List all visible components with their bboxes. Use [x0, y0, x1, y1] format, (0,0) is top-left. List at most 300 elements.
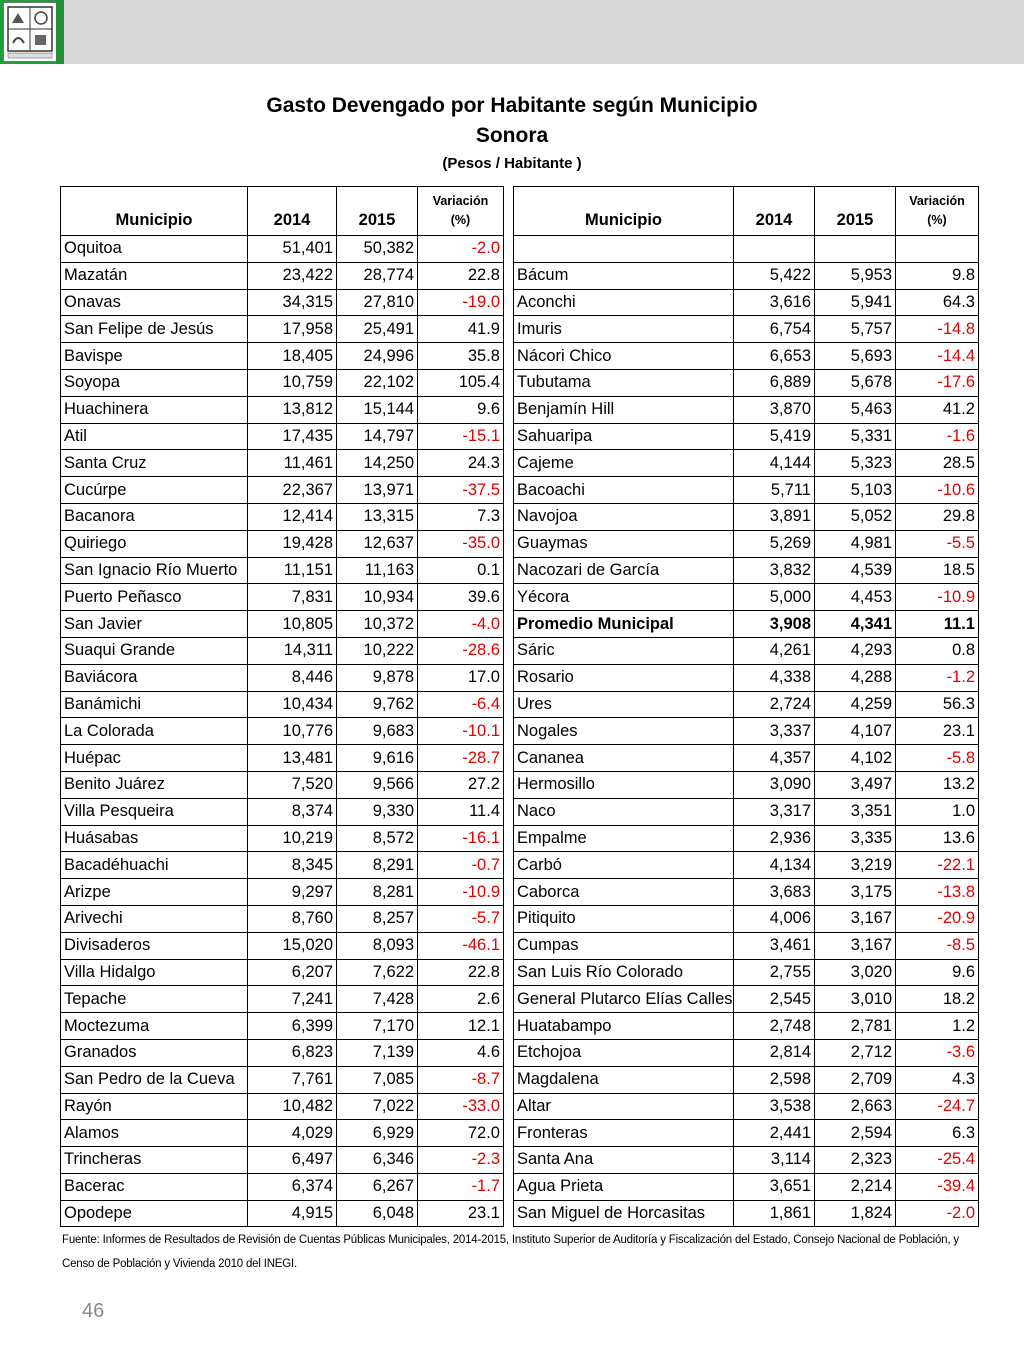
- variacion-cell: -6.4: [418, 691, 504, 718]
- value-2015-cell: 4,341: [815, 611, 896, 638]
- value-2014-cell: 8,374: [248, 798, 337, 825]
- table-row: [514, 530, 979, 557]
- variacion-cell: -1.2: [896, 664, 979, 691]
- table-row: [61, 745, 504, 772]
- variacion-cell: -25.4: [896, 1147, 979, 1174]
- variacion-cell: -39.4: [896, 1173, 979, 1200]
- value-2014-cell: 8,760: [248, 905, 337, 932]
- value-2014-cell: 6,374: [248, 1173, 337, 1200]
- value-2015-cell: 4,102: [815, 745, 896, 772]
- coat-of-arms-graphic: [4, 3, 56, 61]
- value-2015-cell: 8,291: [337, 852, 418, 879]
- table-row: [514, 503, 979, 530]
- value-2014-cell: 2,598: [734, 1066, 815, 1093]
- municipio-cell: San Javier: [61, 611, 248, 638]
- value-2015-cell: 7,170: [337, 1013, 418, 1040]
- municipio-cell: Nácori Chico: [514, 343, 734, 370]
- table-row: [61, 718, 504, 745]
- municipio-cell: Tepache: [61, 986, 248, 1013]
- table-row: [514, 825, 979, 852]
- variacion-cell: 41.9: [418, 316, 504, 343]
- value-2014-cell: 5,000: [734, 584, 815, 611]
- value-2015-cell: 5,678: [815, 369, 896, 396]
- table-row: [61, 1147, 504, 1174]
- header-2015: 2015: [337, 187, 418, 236]
- municipio-cell: Onavas: [61, 289, 248, 316]
- coat-of-arms-icon: [3, 2, 57, 62]
- municipio-cell: Santa Ana: [514, 1147, 734, 1174]
- table-row: [61, 396, 504, 423]
- value-2014-cell: 10,482: [248, 1093, 337, 1120]
- value-2014-cell: 5,711: [734, 477, 815, 504]
- table-header-row: [61, 187, 504, 236]
- value-2014-cell: 2,748: [734, 1013, 815, 1040]
- table-row: [514, 986, 979, 1013]
- variacion-cell: -22.1: [896, 852, 979, 879]
- value-2015-cell: 7,139: [337, 1039, 418, 1066]
- table-row: [61, 584, 504, 611]
- header-pct-label: (%): [450, 213, 471, 227]
- municipio-cell: Cumpas: [514, 932, 734, 959]
- header-2015: 2015: [815, 187, 896, 236]
- variacion-cell: 6.3: [896, 1120, 979, 1147]
- municipio-cell: Cucúrpe: [61, 477, 248, 504]
- value-2015-cell: 24,996: [337, 343, 418, 370]
- variacion-cell: -5.5: [896, 530, 979, 557]
- variacion-cell: -0.7: [418, 852, 504, 879]
- municipio-cell: Granados: [61, 1039, 248, 1066]
- variacion-cell: 9.6: [896, 959, 979, 986]
- variacion-cell: -4.0: [418, 611, 504, 638]
- table-header-row: [514, 187, 979, 236]
- value-2015-cell: 5,953: [815, 262, 896, 289]
- municipio-cell: Bácum: [514, 262, 734, 289]
- value-2015-cell: 3,175: [815, 879, 896, 906]
- value-2015-cell: 3,351: [815, 798, 896, 825]
- municipio-cell: San Miguel de Horcasitas: [514, 1200, 734, 1227]
- variacion-cell: -46.1: [418, 932, 504, 959]
- value-2014-cell: 15,020: [248, 932, 337, 959]
- header-municipio: Municipio: [61, 187, 248, 236]
- table-row: [514, 718, 979, 745]
- value-2015-cell: 9,566: [337, 771, 418, 798]
- value-2015-cell: 7,428: [337, 986, 418, 1013]
- value-2015-cell: 4,107: [815, 718, 896, 745]
- value-2015-cell: 9,762: [337, 691, 418, 718]
- value-2014-cell: 5,422: [734, 262, 815, 289]
- municipio-cell: Baviácora: [61, 664, 248, 691]
- table-row: [514, 1093, 979, 1120]
- value-2015-cell: 25,491: [337, 316, 418, 343]
- value-2014-cell: 1,861: [734, 1200, 815, 1227]
- municipio-cell: Bacoachi: [514, 477, 734, 504]
- table-row: [514, 1120, 979, 1147]
- value-2014-cell: 4,134: [734, 852, 815, 879]
- municipio-cell: San Ignacio Río Muerto: [61, 557, 248, 584]
- value-2014-cell: 4,261: [734, 637, 815, 664]
- table-row: [61, 691, 504, 718]
- variacion-cell: 29.8: [896, 503, 979, 530]
- value-2015-cell: 4,288: [815, 664, 896, 691]
- value-2014-cell: 3,832: [734, 557, 815, 584]
- municipio-cell: Puerto Peñasco: [61, 584, 248, 611]
- value-2014-cell: 7,831: [248, 584, 337, 611]
- value-2014-cell: 3,891: [734, 503, 815, 530]
- municipio-cell: Bavispe: [61, 343, 248, 370]
- municipio-cell: Soyopa: [61, 369, 248, 396]
- value-2015-cell: 28,774: [337, 262, 418, 289]
- page-title: Gasto Devengado por Habitante según Municipio: [266, 94, 758, 117]
- municipio-cell: Huépac: [61, 745, 248, 772]
- table-row: [514, 262, 979, 289]
- variacion-cell: -5.8: [896, 745, 979, 772]
- municipio-cell: Tubutama: [514, 369, 734, 396]
- variacion-cell: -19.0: [418, 289, 504, 316]
- source-footnote: Fuente: Informes de Resultados de Revisión de Cuentas Públicas Municipales, 2014-2015, Instituto Superior de Auditoría y Fiscalización del Estado, Consejo Nacional de Población, y Censo de Población y Vivienda 2010 del INEGI.: [62, 1234, 959, 1270]
- value-2014-cell: 51,401: [248, 236, 337, 263]
- value-2014-cell: 10,219: [248, 825, 337, 852]
- municipio-cell: Empalme: [514, 825, 734, 852]
- table-row: [61, 503, 504, 530]
- value-2015-cell: 5,331: [815, 423, 896, 450]
- logo: [0, 0, 64, 64]
- table-row: [514, 450, 979, 477]
- value-2015-cell: 2,712: [815, 1039, 896, 1066]
- header-bar: [0, 0, 1024, 64]
- value-2015-cell: 22,102: [337, 369, 418, 396]
- table-row: [514, 798, 979, 825]
- value-2015-cell: 50,382: [337, 236, 418, 263]
- variacion-cell: 18.2: [896, 986, 979, 1013]
- variacion-cell: -16.1: [418, 825, 504, 852]
- value-2015-cell: 27,810: [337, 289, 418, 316]
- variacion-cell: -33.0: [418, 1093, 504, 1120]
- value-2015-cell: 8,257: [337, 905, 418, 932]
- variacion-cell: -2.0: [418, 236, 504, 263]
- municipio-cell: Nogales: [514, 718, 734, 745]
- value-2015-cell: 2,594: [815, 1120, 896, 1147]
- municipio-cell: Divisaderos: [61, 932, 248, 959]
- table-row: [514, 852, 979, 879]
- value-2015-cell: 8,572: [337, 825, 418, 852]
- table-row: [514, 879, 979, 906]
- variacion-cell: 24.3: [418, 450, 504, 477]
- table-row: [514, 557, 979, 584]
- value-2014-cell: 7,241: [248, 986, 337, 1013]
- value-2015-cell: 3,497: [815, 771, 896, 798]
- variacion-cell: -8.5: [896, 932, 979, 959]
- variacion-cell: -2.0: [896, 1200, 979, 1227]
- table-row: [514, 1147, 979, 1174]
- value-2015-cell: [815, 236, 896, 263]
- value-2014-cell: 34,315: [248, 289, 337, 316]
- value-2015-cell: 2,709: [815, 1066, 896, 1093]
- table-row: [61, 289, 504, 316]
- municipio-cell: Cananea: [514, 745, 734, 772]
- value-2014-cell: 3,090: [734, 771, 815, 798]
- table-row: [61, 771, 504, 798]
- value-2015-cell: 3,167: [815, 905, 896, 932]
- table-row: [61, 369, 504, 396]
- value-2015-cell: 6,048: [337, 1200, 418, 1227]
- header-municipio: Municipio: [514, 187, 734, 236]
- municipio-cell: Imuris: [514, 316, 734, 343]
- variacion-cell: 9.8: [896, 262, 979, 289]
- variacion-cell: 27.2: [418, 771, 504, 798]
- value-2015-cell: 13,971: [337, 477, 418, 504]
- value-2014-cell: 4,915: [248, 1200, 337, 1227]
- value-2015-cell: 3,020: [815, 959, 896, 986]
- header-variacion: [418, 187, 504, 236]
- variacion-cell: -15.1: [418, 423, 504, 450]
- value-2014-cell: 6,399: [248, 1013, 337, 1040]
- municipio-cell: Arizpe: [61, 879, 248, 906]
- table-row: [61, 1120, 504, 1147]
- municipio-cell: Carbó: [514, 852, 734, 879]
- municipio-cell: Pitiquito: [514, 905, 734, 932]
- table-row: [61, 477, 504, 504]
- table-row: [61, 905, 504, 932]
- municipio-cell: Huatabampo: [514, 1013, 734, 1040]
- value-2015-cell: 9,330: [337, 798, 418, 825]
- variacion-cell: 9.6: [418, 396, 504, 423]
- variacion-cell: -5.7: [418, 905, 504, 932]
- table-row: [61, 530, 504, 557]
- variacion-cell: 7.3: [418, 503, 504, 530]
- variacion-cell: -35.0: [418, 530, 504, 557]
- municipio-cell: Bacadéhuachi: [61, 852, 248, 879]
- value-2014-cell: 6,653: [734, 343, 815, 370]
- table-row: [514, 1039, 979, 1066]
- municipio-cell: Bacerac: [61, 1173, 248, 1200]
- table-row: [514, 289, 979, 316]
- value-2015-cell: 4,981: [815, 530, 896, 557]
- municipio-cell: Sahuaripa: [514, 423, 734, 450]
- value-2014-cell: 3,461: [734, 932, 815, 959]
- table-row: [514, 959, 979, 986]
- municipio-cell: Cajeme: [514, 450, 734, 477]
- table-row: [514, 236, 979, 263]
- variacion-cell: -13.8: [896, 879, 979, 906]
- value-2014-cell: 2,441: [734, 1120, 815, 1147]
- value-2014-cell: 8,345: [248, 852, 337, 879]
- municipio-cell: Ures: [514, 691, 734, 718]
- value-2015-cell: 14,250: [337, 450, 418, 477]
- table-row: [61, 1066, 504, 1093]
- value-2015-cell: 2,663: [815, 1093, 896, 1120]
- variacion-cell: -8.7: [418, 1066, 504, 1093]
- table-row: [61, 932, 504, 959]
- page-subtitle-state: Sonora: [475, 124, 549, 147]
- variacion-cell: -10.9: [418, 879, 504, 906]
- table-row: [61, 879, 504, 906]
- variacion-cell: -14.8: [896, 316, 979, 343]
- variacion-cell: 0.8: [896, 637, 979, 664]
- value-2014-cell: 22,367: [248, 477, 337, 504]
- value-2014-cell: 3,538: [734, 1093, 815, 1120]
- municipio-cell: Fronteras: [514, 1120, 734, 1147]
- value-2014-cell: 12,414: [248, 503, 337, 530]
- table-row: [61, 1013, 504, 1040]
- value-2014-cell: 6,207: [248, 959, 337, 986]
- table-row: [514, 423, 979, 450]
- header-variacion: [896, 187, 979, 236]
- municipio-cell: Caborca: [514, 879, 734, 906]
- table-row: [61, 343, 504, 370]
- value-2015-cell: 8,093: [337, 932, 418, 959]
- municipio-cell: Navojoa: [514, 503, 734, 530]
- value-2014-cell: 10,759: [248, 369, 337, 396]
- value-2015-cell: 5,103: [815, 477, 896, 504]
- value-2015-cell: 6,929: [337, 1120, 418, 1147]
- value-2015-cell: 9,616: [337, 745, 418, 772]
- municipio-cell: Magdalena: [514, 1066, 734, 1093]
- value-2014-cell: 13,812: [248, 396, 337, 423]
- variacion-cell: -10.9: [896, 584, 979, 611]
- municipio-cell: Huachinera: [61, 396, 248, 423]
- variacion-cell: 22.8: [418, 262, 504, 289]
- municipio-cell: San Pedro de la Cueva: [61, 1066, 248, 1093]
- value-2014-cell: 7,761: [248, 1066, 337, 1093]
- municipio-cell: Etchojoa: [514, 1039, 734, 1066]
- value-2014-cell: 6,754: [734, 316, 815, 343]
- table-row: [61, 262, 504, 289]
- municipio-cell: Agua Prieta: [514, 1173, 734, 1200]
- left-table: [60, 186, 504, 1227]
- variacion-cell: 13.2: [896, 771, 979, 798]
- variacion-cell: -3.6: [896, 1039, 979, 1066]
- value-2015-cell: 2,781: [815, 1013, 896, 1040]
- table-row: [61, 959, 504, 986]
- value-2014-cell: [734, 236, 815, 263]
- municipio-cell: Bacanora: [61, 503, 248, 530]
- table-row: [514, 1173, 979, 1200]
- header-variacion-label: Variación: [432, 194, 489, 208]
- value-2015-cell: 10,372: [337, 611, 418, 638]
- municipio-cell: La Colorada: [61, 718, 248, 745]
- table-row: [61, 825, 504, 852]
- value-2015-cell: 8,281: [337, 879, 418, 906]
- value-2014-cell: 17,435: [248, 423, 337, 450]
- table-row: [61, 1093, 504, 1120]
- logo-green-strip: [56, 0, 64, 64]
- municipio-cell: Santa Cruz: [61, 450, 248, 477]
- value-2015-cell: 3,335: [815, 825, 896, 852]
- value-2014-cell: 6,889: [734, 369, 815, 396]
- value-2014-cell: 3,616: [734, 289, 815, 316]
- value-2014-cell: 5,419: [734, 423, 815, 450]
- variacion-cell: -28.7: [418, 745, 504, 772]
- variacion-cell: 28.5: [896, 450, 979, 477]
- variacion-cell: 41.2: [896, 396, 979, 423]
- value-2015-cell: 12,637: [337, 530, 418, 557]
- table-row: [61, 557, 504, 584]
- value-2014-cell: 2,545: [734, 986, 815, 1013]
- variacion-cell: 1.2: [896, 1013, 979, 1040]
- variacion-cell: -1.6: [896, 423, 979, 450]
- value-2014-cell: 4,029: [248, 1120, 337, 1147]
- value-2015-cell: 5,463: [815, 396, 896, 423]
- value-2014-cell: 8,446: [248, 664, 337, 691]
- table-row: [514, 369, 979, 396]
- value-2015-cell: 6,346: [337, 1147, 418, 1174]
- table-row: [514, 905, 979, 932]
- municipio-cell: Atil: [61, 423, 248, 450]
- municipio-cell: Benjamín Hill: [514, 396, 734, 423]
- municipio-cell: Quiriego: [61, 530, 248, 557]
- value-2015-cell: 4,539: [815, 557, 896, 584]
- variacion-cell: 0.1: [418, 557, 504, 584]
- table-row: [61, 1173, 504, 1200]
- table-row: [514, 1200, 979, 1227]
- municipio-cell: Hermosillo: [514, 771, 734, 798]
- municipio-cell: Promedio Municipal: [514, 611, 734, 638]
- variacion-cell: 18.5: [896, 557, 979, 584]
- municipio-cell: [514, 236, 734, 263]
- value-2015-cell: 5,693: [815, 343, 896, 370]
- value-2014-cell: 11,461: [248, 450, 337, 477]
- table-row: [514, 343, 979, 370]
- municipio-cell: Naco: [514, 798, 734, 825]
- table-row: [61, 423, 504, 450]
- value-2015-cell: 5,052: [815, 503, 896, 530]
- value-2014-cell: 9,297: [248, 879, 337, 906]
- value-2014-cell: 18,405: [248, 343, 337, 370]
- municipio-cell: Aconchi: [514, 289, 734, 316]
- variacion-cell: -2.3: [418, 1147, 504, 1174]
- value-2015-cell: 7,085: [337, 1066, 418, 1093]
- value-2014-cell: 10,805: [248, 611, 337, 638]
- variacion-cell: 2.6: [418, 986, 504, 1013]
- table-row: [61, 664, 504, 691]
- header-pct-label: (%): [927, 213, 947, 227]
- table-row: [61, 450, 504, 477]
- page-subtitle-units: (Pesos / Habitante ): [442, 155, 582, 172]
- value-2014-cell: 5,269: [734, 530, 815, 557]
- municipio-cell: Altar: [514, 1093, 734, 1120]
- table-row: [514, 396, 979, 423]
- table-row: [514, 691, 979, 718]
- variacion-cell: 105.4: [418, 369, 504, 396]
- table-row: [514, 584, 979, 611]
- value-2014-cell: 4,144: [734, 450, 815, 477]
- value-2014-cell: 7,520: [248, 771, 337, 798]
- municipio-cell: Benito Juárez: [61, 771, 248, 798]
- right-table: [513, 186, 979, 1227]
- table-row: [61, 637, 504, 664]
- municipio-cell: Huásabas: [61, 825, 248, 852]
- value-2014-cell: 2,814: [734, 1039, 815, 1066]
- value-2014-cell: 19,428: [248, 530, 337, 557]
- variacion-cell: [896, 236, 979, 263]
- variacion-cell: 4.6: [418, 1039, 504, 1066]
- variacion-cell: -37.5: [418, 477, 504, 504]
- municipio-cell: Alamos: [61, 1120, 248, 1147]
- value-2015-cell: 9,683: [337, 718, 418, 745]
- municipio-cell: Rayón: [61, 1093, 248, 1120]
- value-2015-cell: 14,797: [337, 423, 418, 450]
- value-2015-cell: 10,222: [337, 637, 418, 664]
- variacion-cell: -1.7: [418, 1173, 504, 1200]
- value-2014-cell: 2,936: [734, 825, 815, 852]
- value-2015-cell: 7,622: [337, 959, 418, 986]
- variacion-cell: 11.1: [896, 611, 979, 638]
- table-row: [514, 1066, 979, 1093]
- value-2015-cell: 7,022: [337, 1093, 418, 1120]
- municipio-cell: Oquitoa: [61, 236, 248, 263]
- value-2014-cell: 4,338: [734, 664, 815, 691]
- variacion-cell: 11.4: [418, 798, 504, 825]
